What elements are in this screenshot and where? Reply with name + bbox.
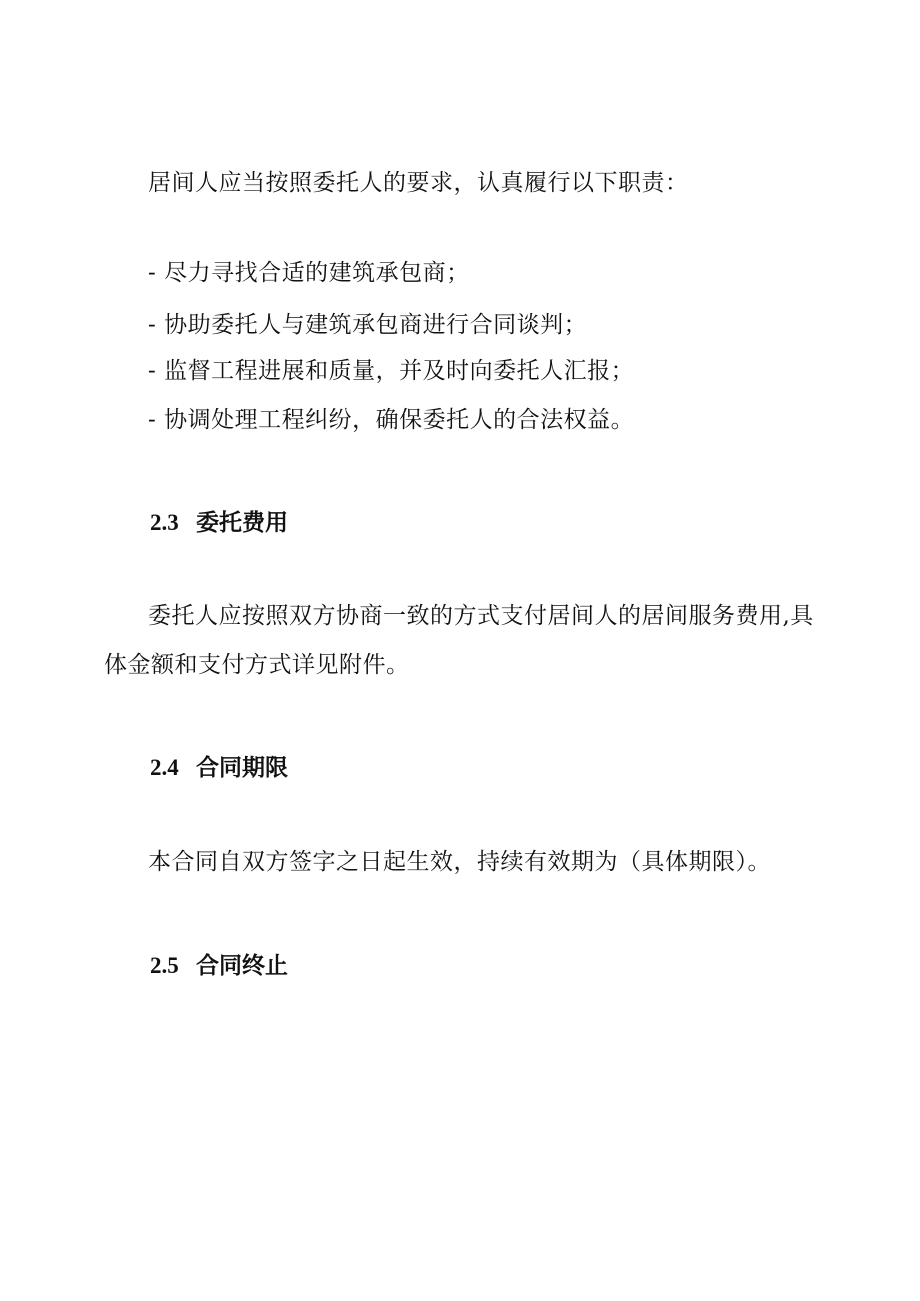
section-number: 2.5 — [150, 953, 179, 978]
duty-item: - 尽力寻找合适的建筑承包商； — [148, 260, 470, 286]
section-title: 委托费用 — [196, 510, 288, 536]
section-paragraph: 本合同自双方签字之日起生效，持续有效期为（具体期限）。 — [148, 849, 771, 875]
section-heading — [150, 753, 288, 783]
section-paragraph: 委托人应按照双方协商一致的方式支付居间人的居间服务费用,具 — [148, 603, 814, 629]
section-title: 合同期限 — [196, 755, 288, 781]
section-paragraph: 体金额和支付方式详见附件。 — [104, 652, 410, 678]
section-heading — [150, 951, 288, 981]
duty-item: - 协调处理工程纠纷，确保委托人的合法权益。 — [148, 407, 635, 433]
section-heading — [150, 508, 288, 538]
section-number: 2.4 — [150, 755, 179, 780]
duty-item: - 协助委托人与建筑承包商进行合同谈判； — [148, 312, 588, 338]
intro-paragraph: 居间人应当按照委托人的要求，认真履行以下职责： — [148, 170, 689, 196]
section-number: 2.3 — [150, 510, 179, 535]
section-title: 合同终止 — [196, 953, 288, 979]
duty-item: - 监督工程进展和质量，并及时向委托人汇报； — [148, 358, 635, 384]
